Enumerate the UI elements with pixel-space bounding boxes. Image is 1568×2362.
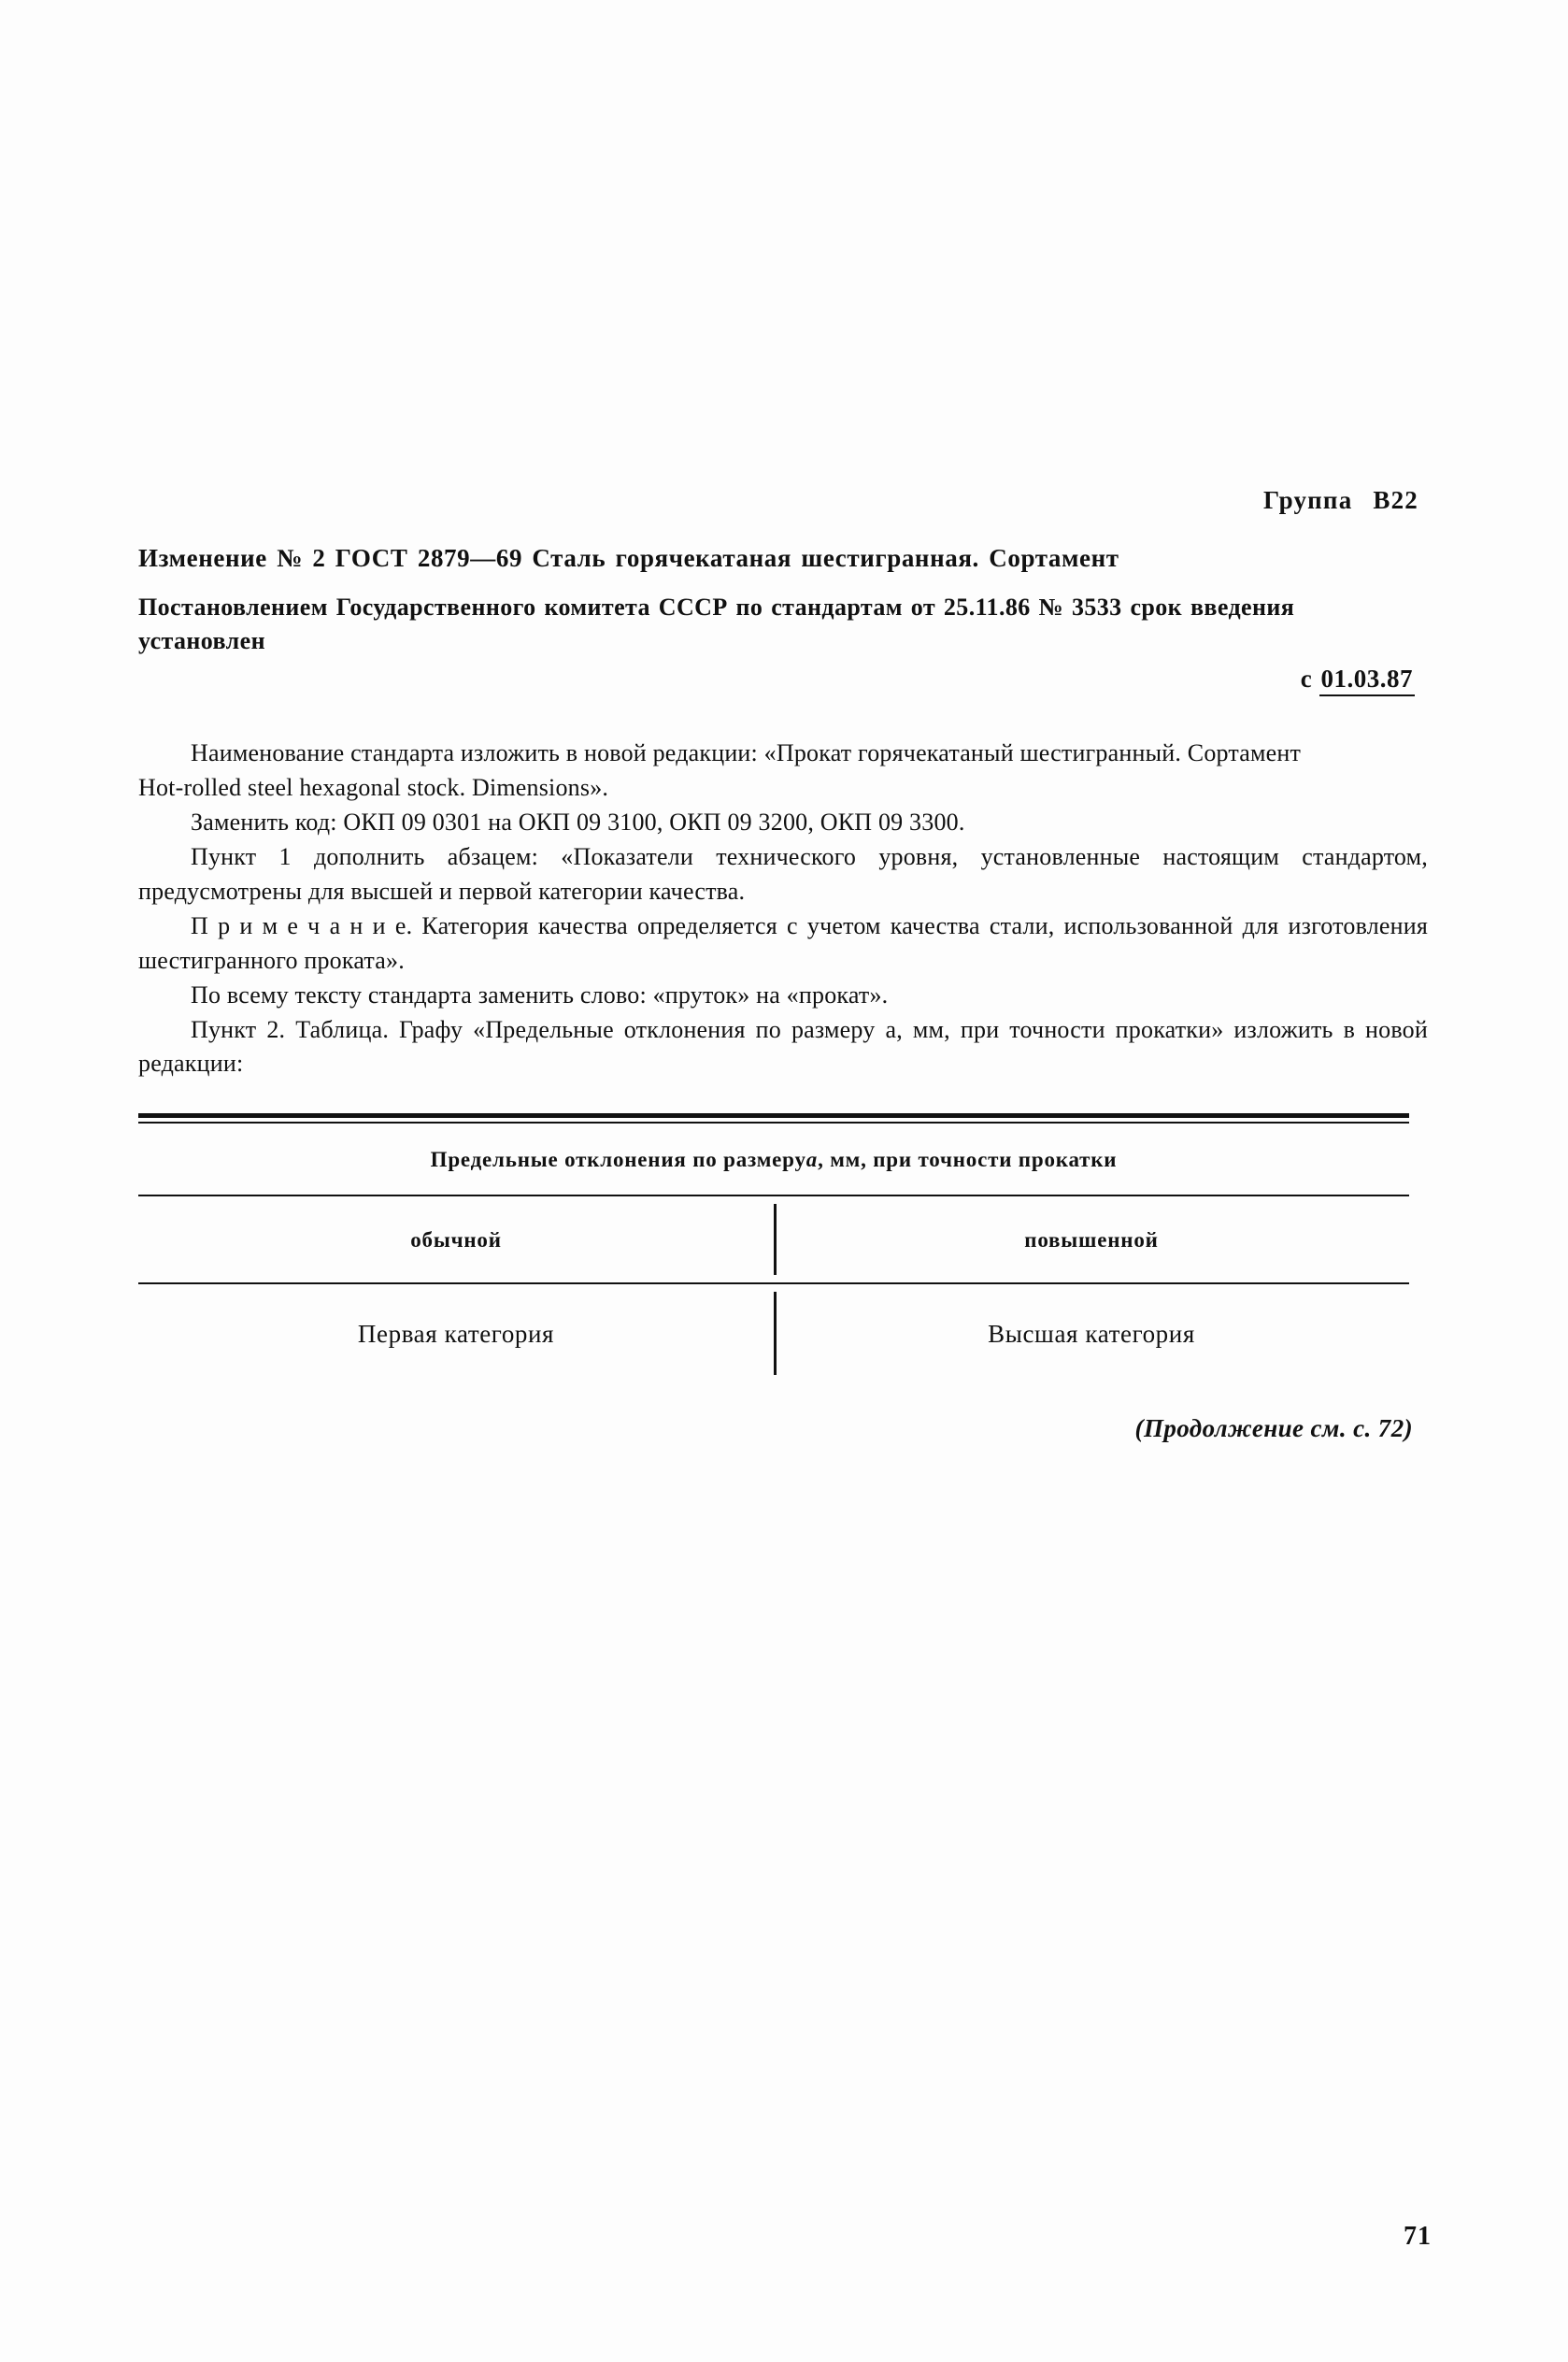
group-line — [138, 486, 1428, 515]
document-content — [138, 486, 1428, 1443]
table-header-post: , мм, при точности прокатки — [818, 1148, 1118, 1172]
group-code: B22 — [1373, 486, 1418, 514]
tolerance-table — [138, 1113, 1409, 1382]
effective-date: 01.03.87 — [1319, 665, 1416, 696]
paragraph-title-change: Наименование стандарта изложить в новой редакции: «Прокат горячекатаный шестигранный. Сортамент — [191, 739, 1302, 767]
continuation-note: (Продолжение см. с. 72) — [1134, 1414, 1413, 1443]
table-header-variable: a — [805, 1148, 819, 1172]
table-header-pre: Предельные отклонения по размеру — [430, 1148, 806, 1172]
table-cell-first-category: Первая категория — [357, 1320, 555, 1349]
table-cell-highest-category: Высшая категория — [988, 1320, 1195, 1349]
effective-date-line — [138, 665, 1428, 694]
table-column-divider-2 — [774, 1292, 777, 1375]
decree-text: Постановлением Государственного комитета СССР по стандартам от 25.11.86 № 3533 срок введения установлен — [138, 593, 1295, 655]
effective-prefix: с — [1300, 665, 1313, 694]
page-number: 71 — [1404, 2222, 1432, 2251]
table-header — [138, 1124, 1409, 1195]
table-category-row — [138, 1284, 1409, 1382]
table-subheader-row — [138, 1196, 1409, 1282]
table-top-rule — [138, 1113, 1409, 1124]
table-subheader-normal: обычной — [410, 1228, 502, 1253]
body-text — [138, 737, 1428, 1081]
amendment-title: Изменение № 2 ГОСТ 2879—69 Сталь горячекатаная шестигранная. Сортамент — [138, 544, 1119, 572]
paragraph-word-replace: По всему тексту стандарта заменить слово: «пруток» на «прокат». — [191, 981, 889, 1009]
paragraph-english-title: Hot-rolled steel hexagonal stock. Dimensions». — [138, 774, 609, 802]
group-label: Группа — [1262, 486, 1353, 514]
table-column-divider — [774, 1204, 777, 1275]
paragraph-code-change: Заменить код: ОКП 09 0301 на ОКП 09 3100, ОКП 09 3200, ОКП 09 3300. — [191, 809, 965, 837]
table-subheader-high: повышенной — [1024, 1228, 1159, 1253]
paragraph-item-2: Пункт 2. Таблица. Графу «Предельные отклонения по размеру a, мм, при точности прокатки» изложить в новой редакции: — [138, 1015, 1428, 1078]
paragraph-item-1: Пункт 1 дополнить абзацем: «Показатели технического уровня, установленные настоящим стандартом, предусмотрены для высшей и первой категории качества. — [138, 843, 1428, 905]
paragraph-note: П р и м е ч а н и е. Категория качества определяется с учетом качества стали, использованной для изготовления шестигранного проката». — [138, 911, 1428, 974]
